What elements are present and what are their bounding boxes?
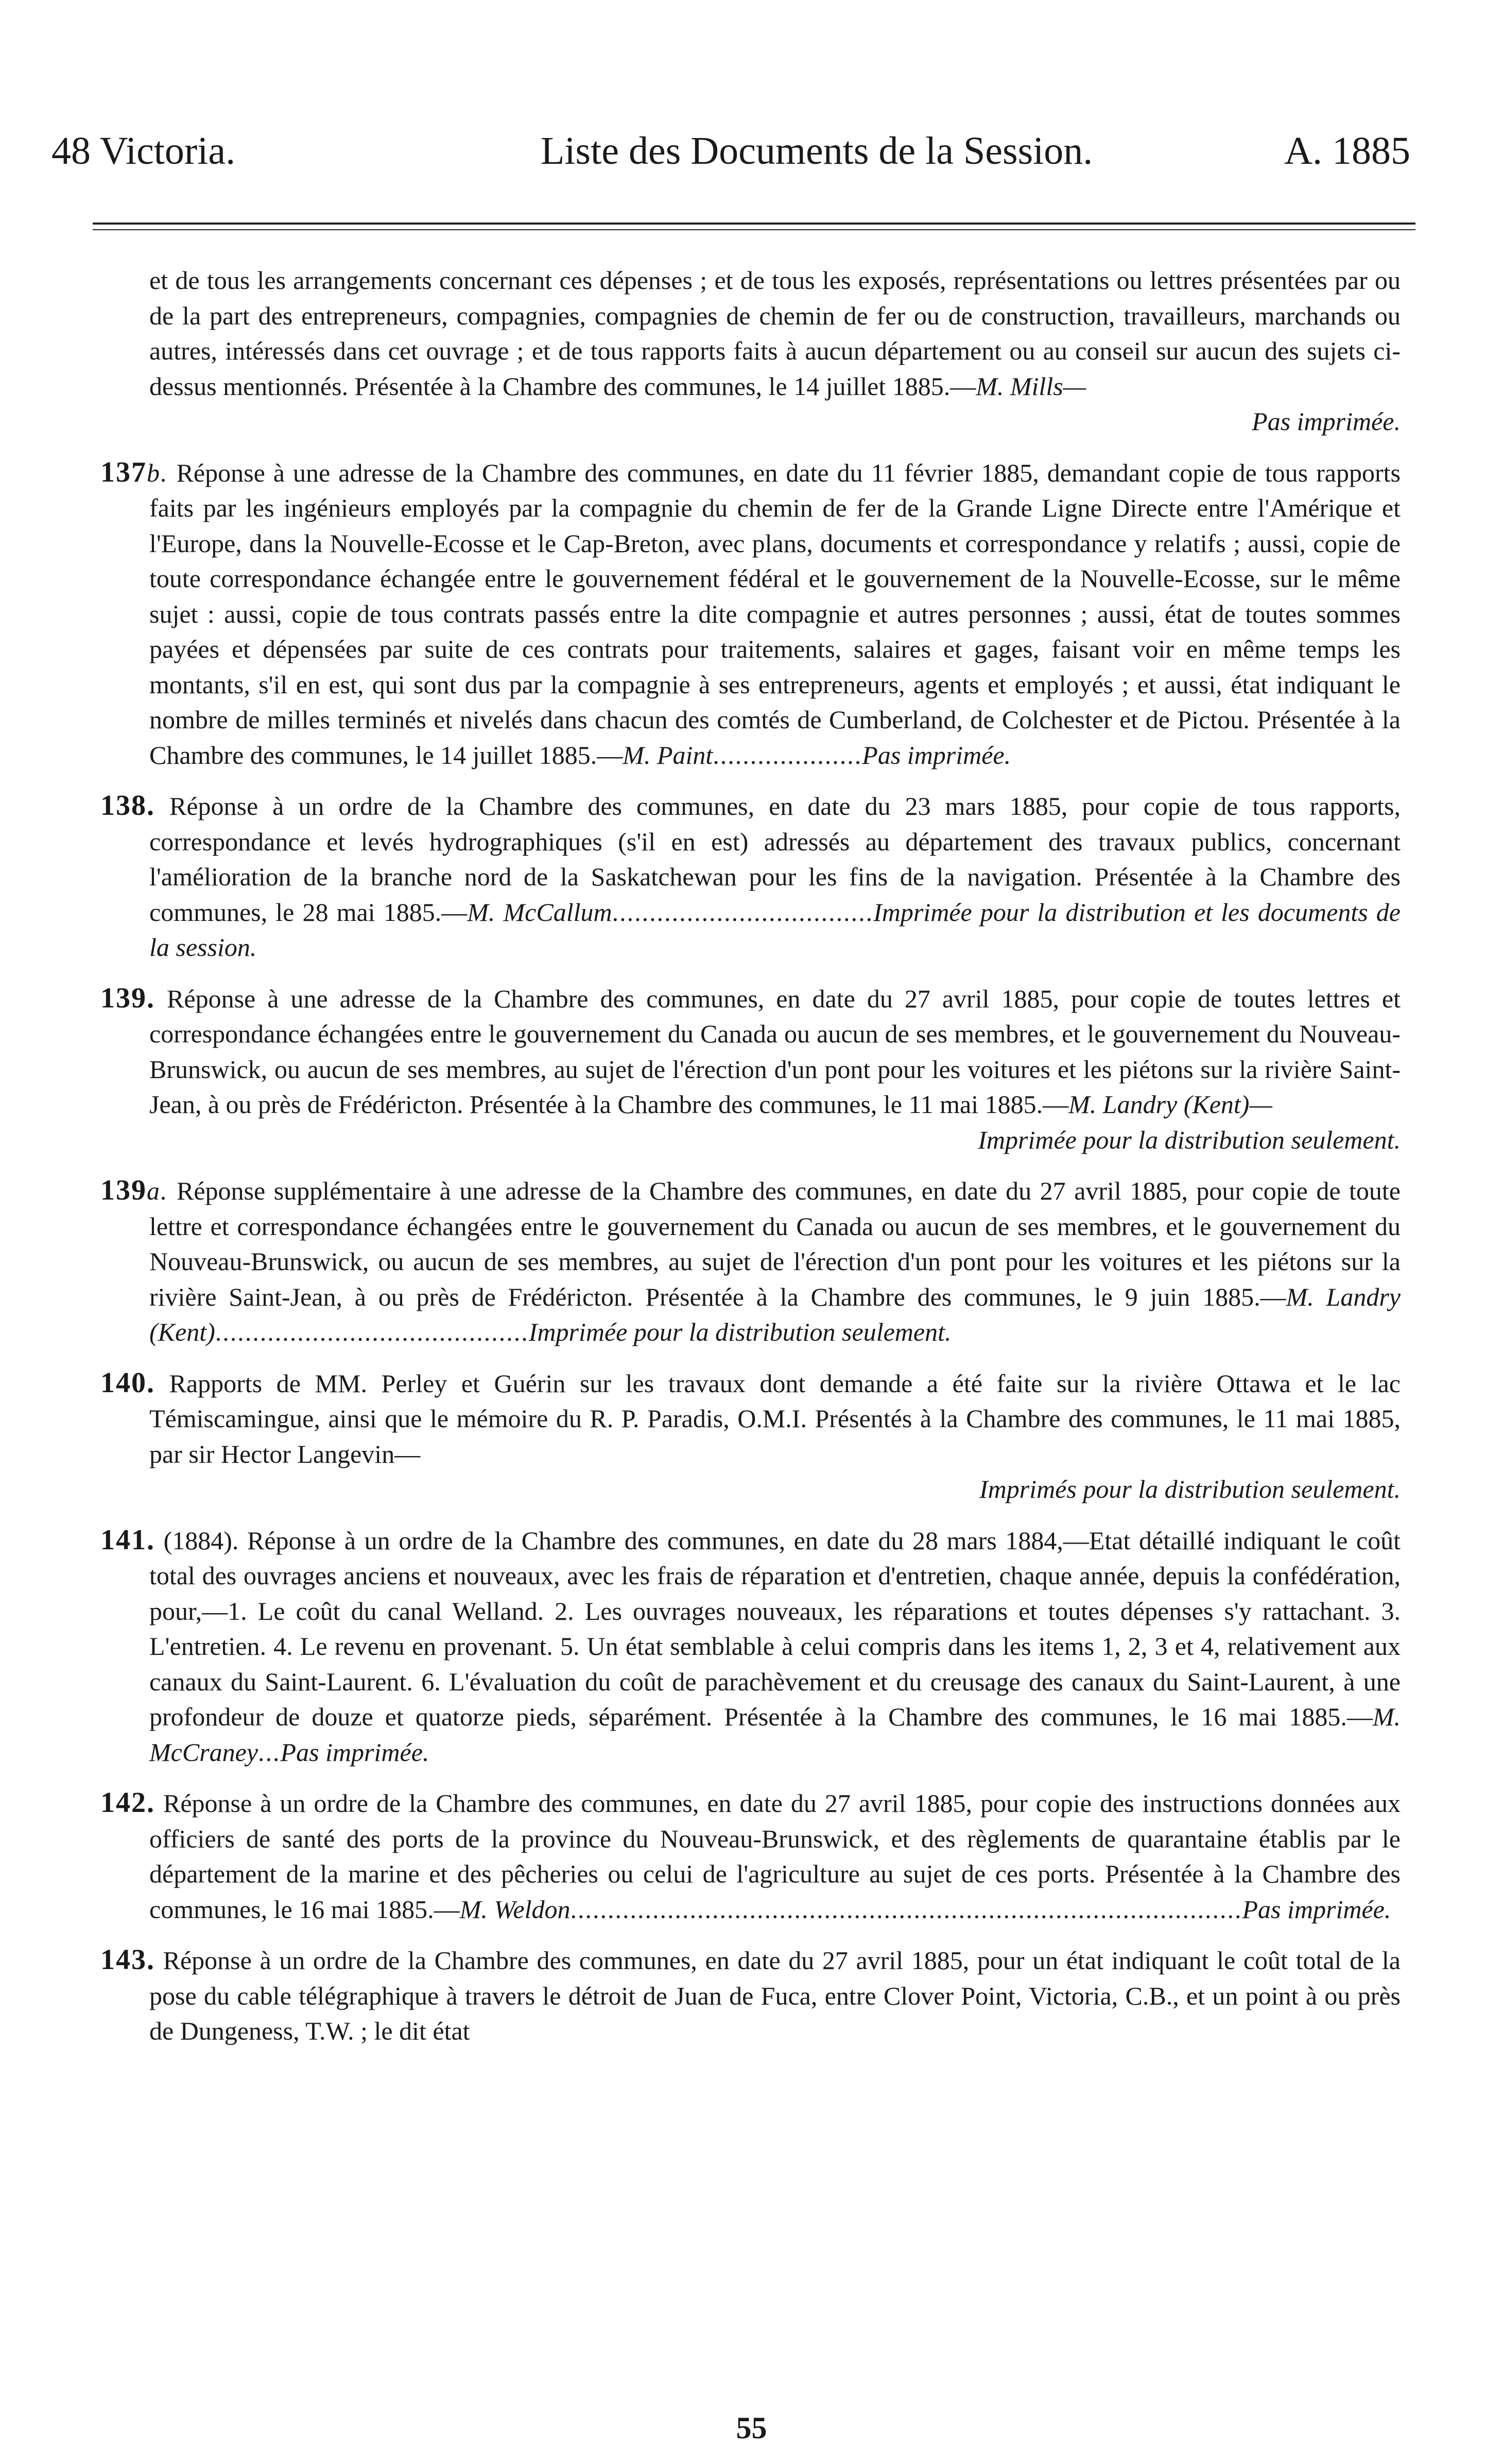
entry-number: 140. xyxy=(100,1366,155,1399)
header-year: A. 1885 xyxy=(1284,129,1410,173)
entry-member: M. McCallum xyxy=(467,897,612,927)
entry-member: M. Landry (Kent)— xyxy=(1068,1090,1272,1119)
entry-status: Imprimée pour la distribution et les documents de la session. xyxy=(149,897,1401,962)
entry-text: et de tous les arrangements concernant ces dépenses ; et de tous les exposés, représentations ou lettres présentées par ou de la part des entrepreneurs, compagnies, compagnies de chemin de fer ou de construction, travailleurs, marchands ou autres, intéressés dans cet ouvrage ; et de tous rapports faits à aucun département ou au conseil sur aucun des sujets ci-dessus mentionnés. Présentée à la Chambre des communes, le 14 juillet 1885.— xyxy=(149,266,1401,401)
entry-number: 139. xyxy=(100,982,155,1014)
document-body xyxy=(100,263,1401,2064)
entry-member: M. Landry (Kent) xyxy=(149,1282,1401,1346)
header-title: Liste des Documents de la Session. xyxy=(541,129,1093,173)
entry-status: Imprimés pour la distribution seulement. xyxy=(979,1475,1401,1503)
entry-number: 138. xyxy=(100,790,155,822)
entry-142 xyxy=(100,1785,1401,1927)
entry-text: (1884). Réponse à un ordre de la Chambre des communes, en date du 28 mars 1884,—Etat détaillé indiquant le coût total des ouvrages anciens et nouveaux, avec les frais de réparation et d'entretien, chaque année, depuis la confédération, pour,—1. Le coût du canal Welland. 2. Les ouvrages nouveaux, les réparations et toutes dépenses s'y rattachant. 3. L'entretien. 4. Le revenu en provenant. 5. Un état semblable à celui compris dans les items 1, 2, 3 et 4, relativement aux canaux du Saint-Laurent. 6. L'évaluation du coût de parachèvement et du creusage des canaux du Saint-Laurent, à une profondeur de douze et quatorze pieds, séparément. Présentée à la Chambre des communes, le 16 mai 1885.— xyxy=(149,1526,1401,1731)
header-rule-thick xyxy=(93,223,1415,225)
entry-continuation xyxy=(149,263,1401,439)
dot-leader: .......................................................................................... xyxy=(570,1894,1242,1924)
entry-number: 142. xyxy=(100,1787,155,1819)
entry-143 xyxy=(100,1942,1401,2049)
entry-138 xyxy=(100,788,1401,965)
entry-number: 137b. xyxy=(100,456,168,488)
dot-leader: .................... xyxy=(713,740,862,769)
entry-text: Réponse supplémentaire à une adresse de la Chambre des communes, en date du 27 avril 1885, pour copie de toute lettre et correspondance échangées entre le gouvernement du Canada ou aucun de ses membres, et le gouvernement du Nouveau-Brunswick, ou aucun de ses membres, au sujet de l'érection d'un pont pour les voitures et les piétons sur la rivière Saint-Jean, à ou près de Frédéricton. Présentée à la Chambre des communes, le 9 juin 1885.— xyxy=(149,1176,1401,1311)
page-number: 55 xyxy=(736,2411,767,2445)
entry-status: Pas imprimée. xyxy=(862,740,1011,769)
entry-137b xyxy=(100,455,1401,773)
entry-text: Réponse à un ordre de la Chambre des communes, en date du 27 avril 1885, pour un état indiquant le coût total de la pose du cable télégraphique à travers le détroit de Juan de Fuca, entre Clover Point, Victoria, C.B., et un point à ou près de Dungeness, T.W. ; le dit état xyxy=(149,1946,1401,2045)
page-header xyxy=(46,129,1410,191)
entry-status: Pas imprimée. xyxy=(280,1737,429,1767)
entry-text: Rapports de MM. Perley et Guérin sur les travaux dont demande a été faite sur la rivière Ottawa et le lac Témiscamingue, ainsi que le mémoire du R. P. Paradis, O.M.I. Présentés à la Chambre des communes, le 11 mai 1885, par sir Hector Langevin— xyxy=(149,1368,1401,1468)
entry-status: Pas imprimée. xyxy=(1242,1894,1391,1924)
entry-140 xyxy=(100,1365,1401,1507)
entry-status: Imprimée pour la distribution seulement. xyxy=(978,1125,1401,1154)
entry-text: Réponse à un ordre de la Chambre des communes, en date du 23 mars 1885, pour copie de tous rapports, correspondance et levés hydrographiques (s'il en est) adressés au département des travaux publics, concernant l'amélioration de la branche nord de la Saskatchewan pour les fins de la navigation. Présentée à la Chambre des communes, le 28 mai 1885.— xyxy=(149,792,1401,927)
entry-status: Pas imprimée. xyxy=(1252,407,1401,436)
entry-139a xyxy=(100,1173,1401,1350)
entry-number: 139a. xyxy=(100,1174,168,1206)
dot-leader: ... xyxy=(258,1737,281,1767)
entry-141 xyxy=(100,1522,1401,1770)
entry-member: M. Weldon xyxy=(459,1894,571,1924)
entry-member: M. Paint xyxy=(623,740,713,769)
entry-status: Imprimée pour la distribution seulement. xyxy=(528,1317,952,1346)
dot-leader: ................................... xyxy=(612,897,874,927)
entry-text: Réponse à un ordre de la Chambre des communes, en date du 27 avril 1885, pour copie des instructions données aux officiers de santé des ports de la province du Nouveau-Brunswick, et des règlements de quarantaine établis par le département de la marine et des pêcheries ou celui de l'agriculture au sujet de ces ports. Présentée à la Chambre des communes, le 16 mai 1885.— xyxy=(149,1789,1401,1924)
entry-member: M. Mills— xyxy=(976,371,1086,401)
header-volume: 48 Victoria. xyxy=(51,129,236,173)
entry-139 xyxy=(100,981,1401,1158)
dot-leader: .......................................... xyxy=(215,1317,529,1346)
entry-number: 141. xyxy=(100,1524,155,1556)
entry-member: M. McCraney xyxy=(149,1702,1401,1767)
entry-number: 143. xyxy=(100,1944,155,1976)
header-rule-thin xyxy=(93,229,1415,230)
entry-text: Réponse à une adresse de la Chambre des communes, en date du 11 février 1885, demandant copie de tous rapports faits par les ingénieurs employés par la compagnie du chemin de fer de la Grande Ligne Directe entre l'Amérique et l'Europe, dans la Nouvelle-Ecosse et le Cap-Breton, avec plans, documents et correspondance y relatifs ; aussi, copie de toute correspondance échangée entre le gouvernement fédéral et le gouvernement de la Nouvelle-Ecosse, sur le même sujet : aussi, copie de tous contrats passés entre la dite compagnie et autres personnes ; aussi, état de toutes sommes payées et dépensées par suite de ces contrats pour traitements, salaires et gages, faisant voir en même temps les montants, s'il en est, qui sont dus par la compagnie à ses entrepreneurs, agents et employés ; et aussi, état indiquant le nombre de milles terminés et nivelés dans chacun des comtés de Cumberland, de Colchester et de Pictou. Présentée à la Chambre des communes, le 14 juillet 1885.— xyxy=(149,458,1401,769)
entry-text: Réponse à une adresse de la Chambre des communes, en date du 27 avril 1885, pour copie de toutes lettres et correspondance échangées entre le gouvernement du Canada ou aucun de ses membres, et le gouvernement du Nouveau-Brunswick, ou aucun de ses membres, au sujet de l'érection d'un pont pour les voitures et les piétons sur la rivière Saint-Jean, à ou près de Frédéricton. Présentée à la Chambre des communes, le 11 mai 1885.— xyxy=(149,984,1401,1119)
